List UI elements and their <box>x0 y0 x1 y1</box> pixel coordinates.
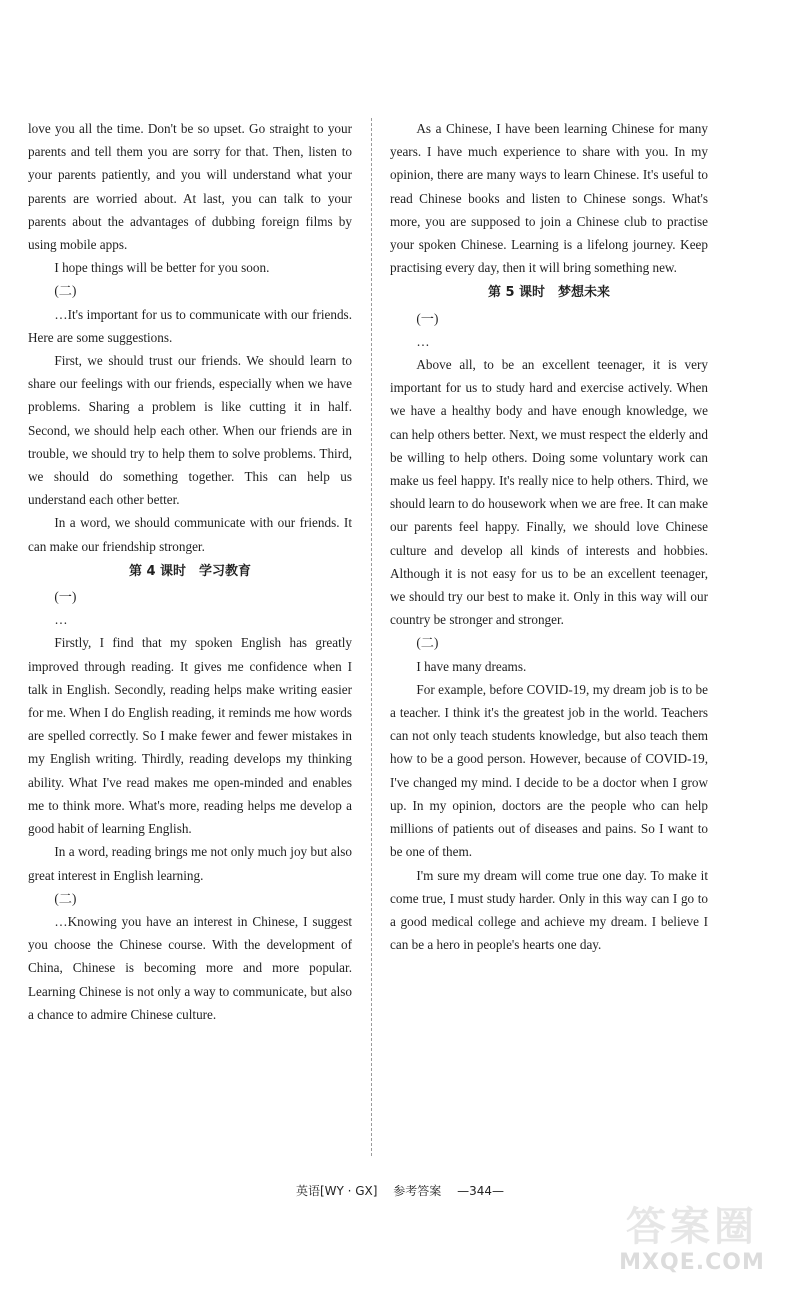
section-marker: (二) <box>54 890 77 906</box>
paragraph: As a Chinese, I have been learning Chinese for many years. I have much experience to share with you. In my opinion, there are many ways to learn Chinese. It's useful to read Chinese books and listen to Chinese songs. What's more, you are supposed to join a Chinese club to practise your spoken Chinese. Learning is a lifelong journey. Keep practising every day, then it will bring something new. <box>390 121 708 276</box>
column-divider <box>371 118 372 1156</box>
footer-section: 参考答案 <box>393 1184 442 1198</box>
paragraph: In a word, reading brings me not only much joy but also great interest in English learning. <box>28 844 352 883</box>
paragraph: I'm sure my dream will come true one day. To make it come true, I must study harder. Only in this way can I go to a good medical college and achieve my dream. I believe I can be a hero in people's hearts one day. <box>390 867 708 953</box>
page-footer <box>0 1182 800 1199</box>
left-column <box>28 117 352 1026</box>
section-marker: (一) <box>54 589 77 605</box>
paragraph: Firstly, I find that my spoken English has greatly improved through reading. It gives me confidence when I talk in English. Secondly, reading helps make writing easier for me. When I do English reading, it reminds me how words are spelled correctly. So I make fewer and fewer mistakes in my English writing. Thirdly, reading develops my thinking ability. What I've read makes me open-minded and enables me to think more. What's more, reading helps me develop a good habit of learning English. <box>28 635 352 837</box>
lesson-heading: 第 4 课时 学习教育 <box>128 563 252 579</box>
section-marker: (二) <box>54 283 77 299</box>
paragraph: I hope things will be better for you soon. <box>54 260 270 276</box>
section-marker: (一) <box>416 310 439 326</box>
ellipsis: … <box>54 612 69 628</box>
paragraph: For example, before COVID-19, my dream job is to be a teacher. I think it's the greatest job in the world. Teachers can not only teach students knowledge, but also teach them how to be a good person. However, because of COVID-19, I've changed my mind. I decide to be a doctor when I grow up. In my opinion, doctors are the people who can help millions of patients out of diseases and pains. So I want to be one of them. <box>390 681 708 860</box>
watermark-title: 答案圈 <box>626 1204 758 1250</box>
paragraph: First, we should trust our friends. We should learn to share our feelings with our friends, especially when we have problems. Sharing a problem is like cutting it in half. Second, we should help each other. When our friends are in trouble, we should try to help them to solve problems. Third, we should do something together. This can help us understand each other better. <box>28 353 352 508</box>
footer-subject: 英语[WY · GX] <box>295 1184 378 1198</box>
ellipsis: … <box>416 333 431 349</box>
section-marker: (二) <box>416 635 439 651</box>
watermark-url: MXQE.COM <box>619 1250 765 1275</box>
page-number: —344— <box>457 1184 505 1198</box>
right-column <box>390 117 708 956</box>
watermark-logo <box>612 1204 772 1284</box>
paragraph: …It's important for us to communicate with our friends. Here are some suggestions. <box>28 306 352 345</box>
paragraph: …Knowing you have an interest in Chinese, I suggest you choose the Chinese course. With the development of China, Chinese is becoming more and more popular. Learning Chinese is not only a way to communicate, but also a chance to admire Chinese culture. <box>28 913 352 1022</box>
paragraph: love you all the time. Don't be so upset. Go straight to your parents and tell them you are sorry for that. Then, listen to your parents patiently, and you will understand what your parents are worried about. At last, you can talk to your parents about the advantages of dubbing foreign films by using mobile apps. <box>28 121 352 253</box>
paragraph: In a word, we should communicate with our friends. It can make our friendship stronger. <box>28 515 352 554</box>
lesson-heading: 第 5 课时 梦想未来 <box>487 285 611 301</box>
paragraph: Above all, to be an excellent teenager, it is very important for us to study hard and exercise actively. When we have a healthy body and have enough knowledge, we can help others better. Next, we must respect the elderly and be willing to help others. Doing some voluntary work can make us feel happy. It's really nice to help others. Third, we should learn to do housework when we are free. It can make our parents feel happy. Finally, we should love Chinese culture and develop all kinds of interests and hobbies. Although it is not easy for us to be an excellent teenager, we should try our best to make it. Only in this way will our country be stronger and stronger. <box>390 357 708 628</box>
paragraph: I have many dreams. <box>416 658 527 674</box>
